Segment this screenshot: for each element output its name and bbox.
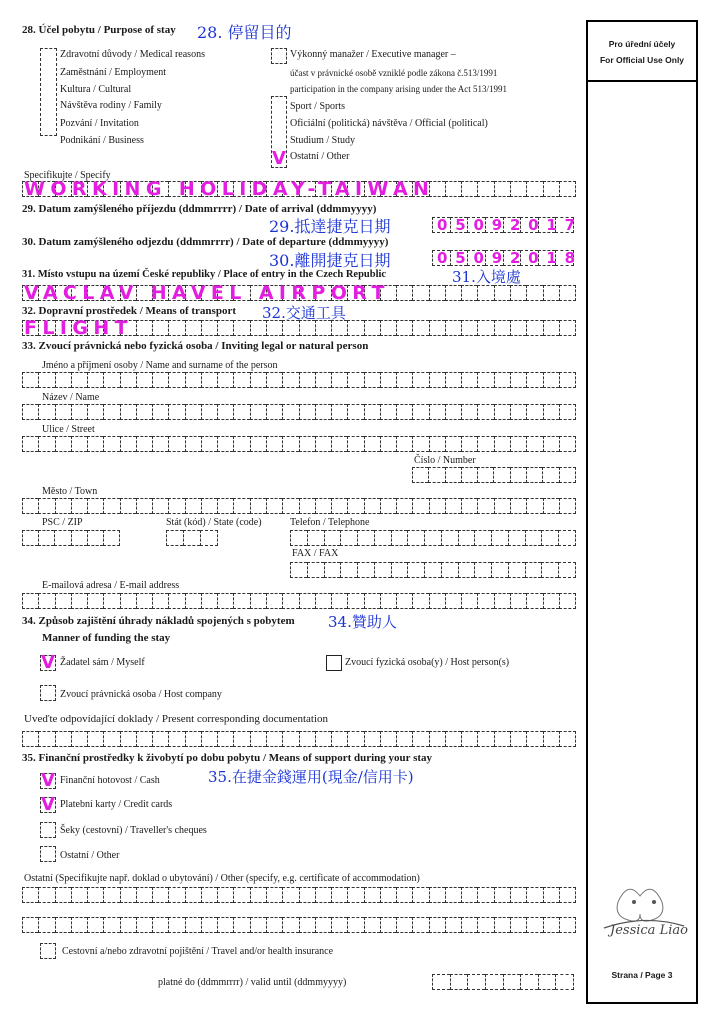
inviting-phone-cells[interactable] (290, 530, 576, 546)
inviting-state-label: Stát (kód) / State (code) (166, 517, 262, 528)
inviting-number-cells[interactable] (412, 467, 576, 483)
inviting-street-cells[interactable] (22, 436, 576, 452)
inviting-company-label: Název / Name (42, 392, 100, 403)
transport-value: FLIGHT (24, 317, 134, 339)
official-use-header (588, 22, 696, 82)
inviting-town-cells[interactable] (22, 498, 576, 514)
support-cash-check-mark: V (41, 770, 55, 791)
funding-host-company-label: Zvoucí právnická osoba / Host company (60, 689, 222, 700)
inviting-company-cells[interactable] (22, 404, 576, 420)
section-28-title: 28. Účel pobytu / Purpose of stay (22, 24, 176, 36)
purpose-other-check-mark: V (272, 148, 286, 169)
page-number: Strana / Page 3 (611, 970, 673, 980)
funding-myself-label: Žadatel sám / Myself (60, 657, 145, 668)
support-other-checkbox[interactable] (40, 846, 56, 862)
funding-host-person-label: Zvoucí fyzická osoba(y) / Host person(s) (345, 657, 510, 668)
section-31-title: 31. Místo vstupu na území České republiky / Place of entry in the Czech Republic (22, 269, 387, 280)
inviting-name-cells[interactable] (22, 372, 576, 388)
section-35-annotation: 35.在捷金錢運用(現金/信用卡) (208, 768, 414, 786)
section-33-title: 33. Zvoucí právnická nebo fyzická osoba / Inviting legal or natural person (22, 340, 369, 352)
inviting-town-label: Město / Town (42, 486, 98, 497)
insurance-checkbox[interactable] (40, 943, 56, 959)
support-cheques-label: Šeky (cestovní) / Traveller's cheques (60, 825, 207, 836)
funding-myself-check-mark: V (41, 652, 55, 673)
funding-host-company-checkbox[interactable] (40, 685, 56, 701)
purpose-business-label: Podnikání / Business (60, 135, 144, 146)
support-other-specify-label: Ostatní (Specifikujte např. doklad o ubytování) / Other (specify, e.g. certificate of accommodation) (24, 873, 420, 884)
insurance-valid-label: platné do (ddmmrrrr) / valid until (ddmmyyyy) (158, 977, 347, 988)
official-use-panel (586, 20, 698, 1004)
inviting-phone-label: Telefon / Telephone (290, 517, 370, 528)
signature-watermark-icon (598, 872, 690, 942)
section-30-title: 30. Datum zamýšleného odjezdu (ddmmrrrr) / Date of departure (ddmmyyyy) (22, 236, 389, 248)
specify-value: WORKING HOLIDAY-TAIWAN (24, 178, 435, 200)
official-use-en: For Official Use Only (599, 55, 685, 65)
purpose-study-label: Studium / Study (290, 135, 356, 146)
inviting-email-cells[interactable] (22, 593, 576, 609)
inviting-street-label: Ulice / Street (42, 424, 95, 435)
support-cards-check-mark: V (41, 794, 55, 815)
purpose-left-checkbox-column[interactable] (40, 48, 57, 136)
official-use-cz: Pro úřední účely (608, 39, 676, 49)
section-31-annotation: 31.入境處 (452, 268, 521, 286)
inviting-zip-label: PSC / ZIP (42, 517, 83, 528)
support-cards-label: Platební karty / Credit cards (60, 799, 173, 810)
funding-docs-cells[interactable] (22, 731, 576, 747)
section-29-annotation: 29.抵達捷克日期 (269, 217, 391, 236)
purpose-invitation-label: Pozvání / Invitation (60, 118, 139, 129)
section-34-subtitle: Manner of funding the stay (42, 632, 171, 644)
inviting-name-label: Jméno a příjmení osoby / Name and surname of the person (42, 360, 278, 371)
purpose-medical-label: Zdravotní důvody / Medical reasons (60, 49, 205, 60)
specify-label: Specifikujte / Specify (24, 170, 111, 181)
section-28-annotation: 28. 停留目的 (197, 23, 292, 42)
section-32-annotation: 32.交通工具 (262, 304, 346, 322)
section-35-title: 35. Finanční prostředky k živobytí po dobu pobytu / Means of support during your stay (22, 752, 433, 764)
inviting-fax-label: FAX / FAX (292, 548, 339, 559)
purpose-employment-label: Zaměstnání / Employment (60, 67, 167, 78)
support-cheques-checkbox[interactable] (40, 822, 56, 838)
section-30-annotation: 30.離開捷克日期 (269, 251, 391, 270)
inviting-email-label: E-mailová adresa / E-mail address (42, 580, 180, 591)
purpose-official-label: Oficiální (politická) návštěva / Official (political) (290, 118, 488, 129)
section-32-title: 32. Dopravní prostředek / Means of transport (22, 305, 236, 317)
svg-text:Jessica Liao: Jessica Liao (610, 923, 688, 938)
inviting-zip-cells[interactable] (22, 530, 120, 546)
section-34-title: 34. Způsob zajištění úhrady nákladů spojených s pobytem (22, 615, 295, 627)
support-other-label: Ostatní / Other (60, 850, 120, 861)
funding-host-person-checkbox[interactable] (326, 655, 342, 671)
purpose-executive-label: Výkonný manažer / Executive manager – (290, 49, 456, 60)
inviting-state-cells[interactable] (166, 530, 218, 546)
funding-docs-label: Uveďte odpovídající doklady / Present corresponding documentation (24, 713, 329, 725)
purpose-executive-note-en: participation in the company arising under the Act 513/1991 (290, 84, 507, 94)
insurance-valid-cells[interactable] (432, 974, 574, 990)
insurance-label: Cestovní a/nebo zdravotní pojištění / Travel and/or health insurance (62, 946, 334, 957)
support-cash-label: Finanční hotovost / Cash (60, 775, 160, 786)
purpose-executive-note-cz: účast v právnické osobě vzniklé podle zákona č.513/1991 (290, 68, 498, 78)
arrival-date-value: 05092017 (437, 216, 583, 234)
purpose-executive-checkbox[interactable] (271, 48, 287, 64)
purpose-sport-label: Sport / Sports (290, 101, 346, 112)
purpose-other-label: Ostatní / Other (290, 151, 350, 162)
entry-place-value: VACLAV HAVEL AIRPORT (24, 282, 390, 304)
inviting-number-label: Číslo / Number (414, 455, 476, 466)
support-other-cells-2[interactable] (22, 917, 576, 933)
support-other-cells-1[interactable] (22, 887, 576, 903)
purpose-family-label: Návštěva rodiny / Family (60, 100, 162, 111)
inviting-fax-cells[interactable] (290, 562, 576, 578)
section-34-annotation: 34.贊助人 (328, 613, 397, 631)
purpose-cultural-label: Kultura / Cultural (60, 84, 132, 95)
section-29-title: 29. Datum zamýšleného příjezdu (ddmmrrrr) / Date of arrival (ddmmyyyy) (22, 203, 377, 215)
departure-date-value: 05092018 (437, 249, 583, 267)
